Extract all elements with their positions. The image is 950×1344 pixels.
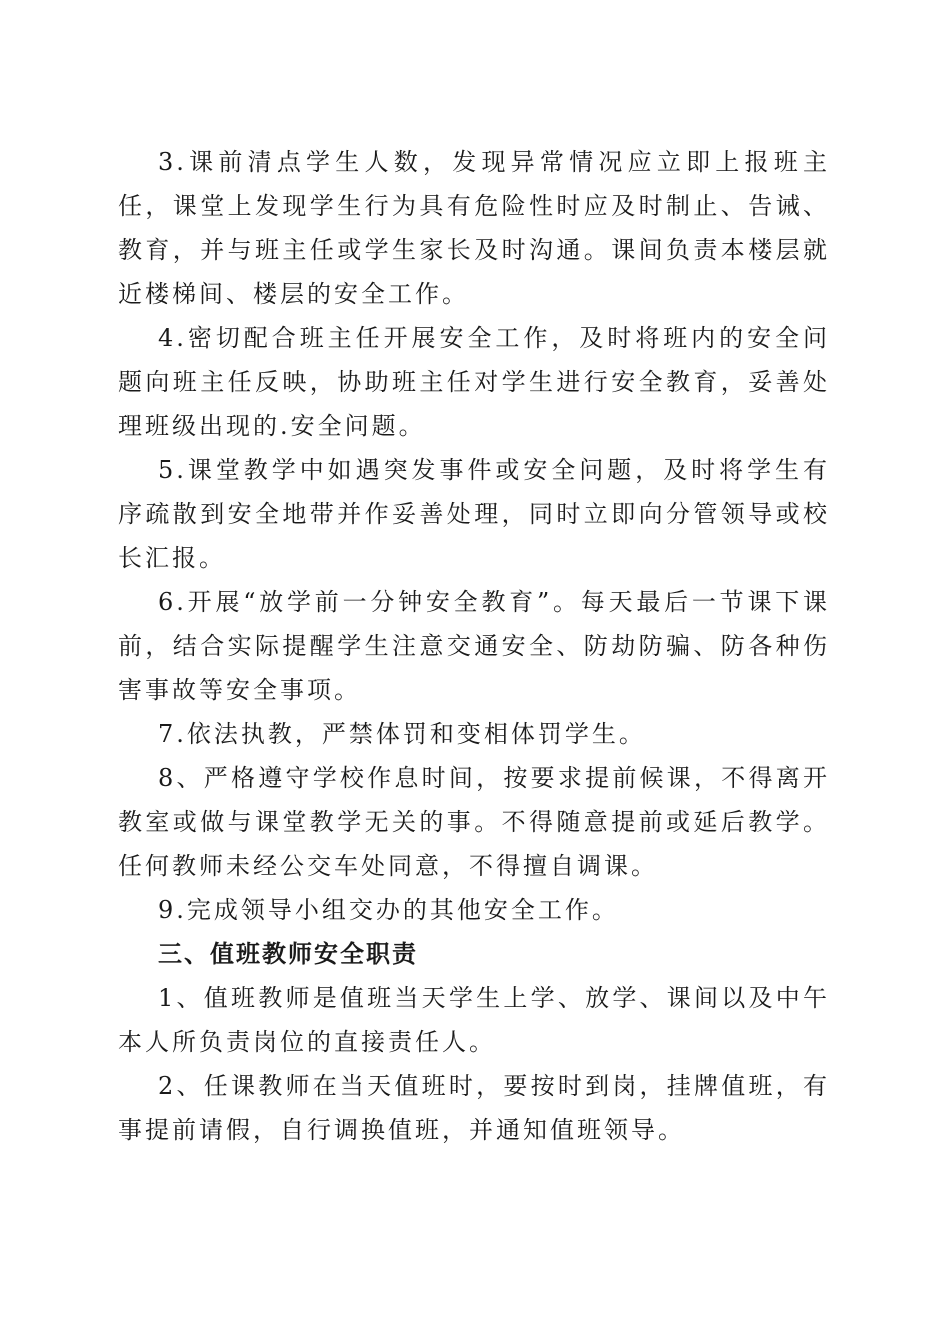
paragraph-item-8: 8、严格遵守学校作息时间，按要求提前候课，不得离开教室或做与课堂教学无关的事。不得随意提前或延后教学。任何教师未经公交车处同意，不得擅自调课。: [118, 764, 830, 880]
document-body: [118, 140, 830, 1152]
paragraph-item-9: 9.完成领导小组交办的其他安全工作。: [158, 896, 619, 924]
section-heading: 三、值班教师安全职责: [158, 940, 418, 968]
paragraph-item-6: 6.开展“放学前一分钟安全教育”。每天最后一节课下课前，结合实际提醒学生注意交通安全、防劫防骗、防各种伤害事故等安全事项。: [118, 588, 830, 704]
section-paragraph-1: 1、值班教师是值班当天学生上学、放学、课间以及中午本人所负责岗位的直接责任人。: [118, 984, 830, 1056]
paragraph-item-7: 7.依法执教，严禁体罚和变相体罚学生。: [158, 720, 646, 748]
paragraph-item-5: 5.课堂教学中如遇突发事件或安全问题，及时将学生有序疏散到安全地带并作妥善处理，同时立即向分管领导或校长汇报。: [118, 456, 830, 572]
paragraph-item-3: 3.课前清点学生人数，发现异常情况应立即上报班主任，课堂上发现学生行为具有危险性时应及时制止、告诫、教育，并与班主任或学生家长及时沟通。课间负责本楼层就近楼梯间、楼层的安全工作。: [118, 148, 830, 308]
paragraph-item-4: 4.密切配合班主任开展安全工作，及时将班内的安全问题向班主任反映，协助班主任对学生进行安全教育，妥善处理班级出现的.安全问题。: [118, 324, 830, 440]
section-paragraph-2: 2、任课教师在当天值班时，要按时到岗，挂牌值班，有事提前请假，自行调换值班，并通知值班领导。: [118, 1072, 830, 1144]
